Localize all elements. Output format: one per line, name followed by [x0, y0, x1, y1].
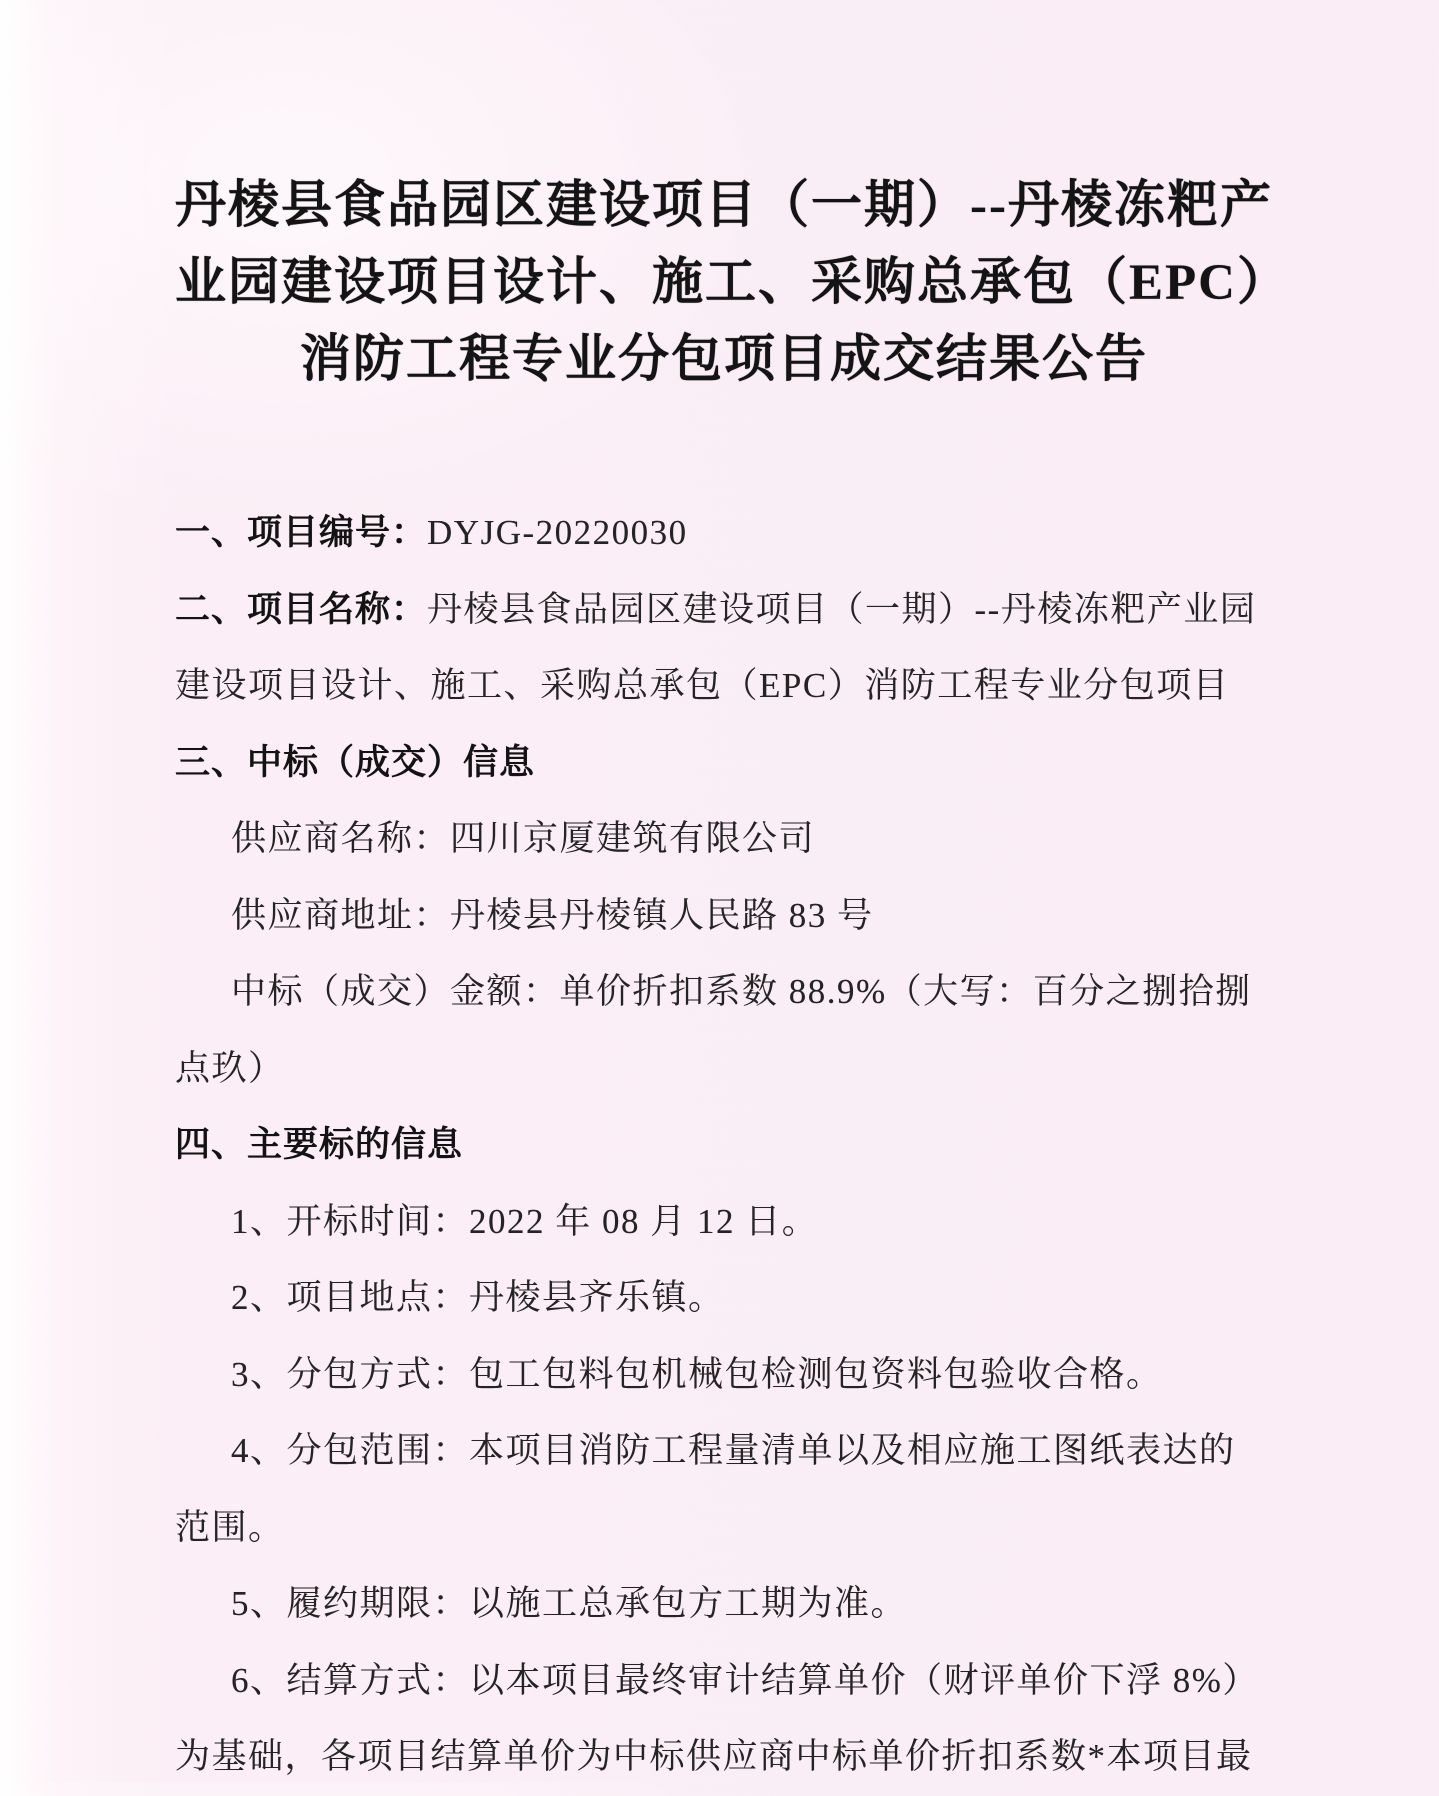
title-line-2: 业园建设项目设计、施工、采购总承包（EPC）: [175, 255, 1291, 311]
award-info-heading: 三、中标（成交）信息: [175, 742, 536, 782]
document-title: [175, 168, 1291, 399]
project-name-value-2: 建设项目设计、施工、采购总承包（EPC）消防工程专业分包项目: [175, 666, 1230, 705]
document-body: [175, 495, 1273, 1796]
project-number-line: [175, 495, 1273, 572]
project-name-value-1: 丹棱县食品园区建设项目（一期）--丹棱冻粑产业园: [427, 589, 1257, 629]
project-name-label: 二、项目名称：: [175, 589, 428, 629]
title-line-1: 丹棱县食品园区建设项目（一期）--丹棱冻粑产: [175, 178, 1273, 234]
supplier-name-line: 供应商名称：四川京厦建筑有限公司: [231, 819, 816, 858]
subject-item-3: 3、分包方式：包工包料包机械包检测包资料包验收合格。: [231, 1354, 1163, 1394]
subject-item-4-line-1: 4、分包范围：本项目消防工程量清单以及相应施工图纸表达的: [231, 1431, 1236, 1470]
award-amount-line-1: 中标（成交）金额：单价折扣系数 88.9%（大写：百分之捌拾捌: [231, 972, 1252, 1011]
subject-item-4-line-2: 范围。: [175, 1507, 285, 1547]
subject-item-6-line-2: 为基础，各项目结算单价为中标供应商中标单价折扣系数*本项目最: [175, 1737, 1253, 1776]
project-number-value: DYJG-20220030: [427, 513, 688, 552]
subject-info-heading: 四、主要标的信息: [175, 1125, 464, 1164]
project-name-line-2: [175, 648, 1273, 725]
supplier-address-line: 供应商地址：丹棱县丹棱镇人民路 83 号: [231, 895, 874, 935]
subject-item-1: 1、开标时间：2022 年 08 月 12 日。: [231, 1201, 819, 1241]
project-name-line-1: [175, 572, 1273, 649]
subject-item-6-line-1: 6、结算方式：以本项目最终审计结算单价（财评单价下浮 8%）: [231, 1660, 1259, 1700]
subject-item-2: 2、项目地点：丹棱县齐乐镇。: [231, 1278, 725, 1317]
subject-item-5: 5、履约期限：以施工总承包方工期为准。: [231, 1584, 908, 1623]
award-amount-line-2: 点玖）: [175, 1048, 285, 1088]
title-line-3: 消防工程专业分包项目成交结果公告: [299, 332, 1148, 388]
project-number-label: 一、项目编号：: [175, 513, 428, 552]
